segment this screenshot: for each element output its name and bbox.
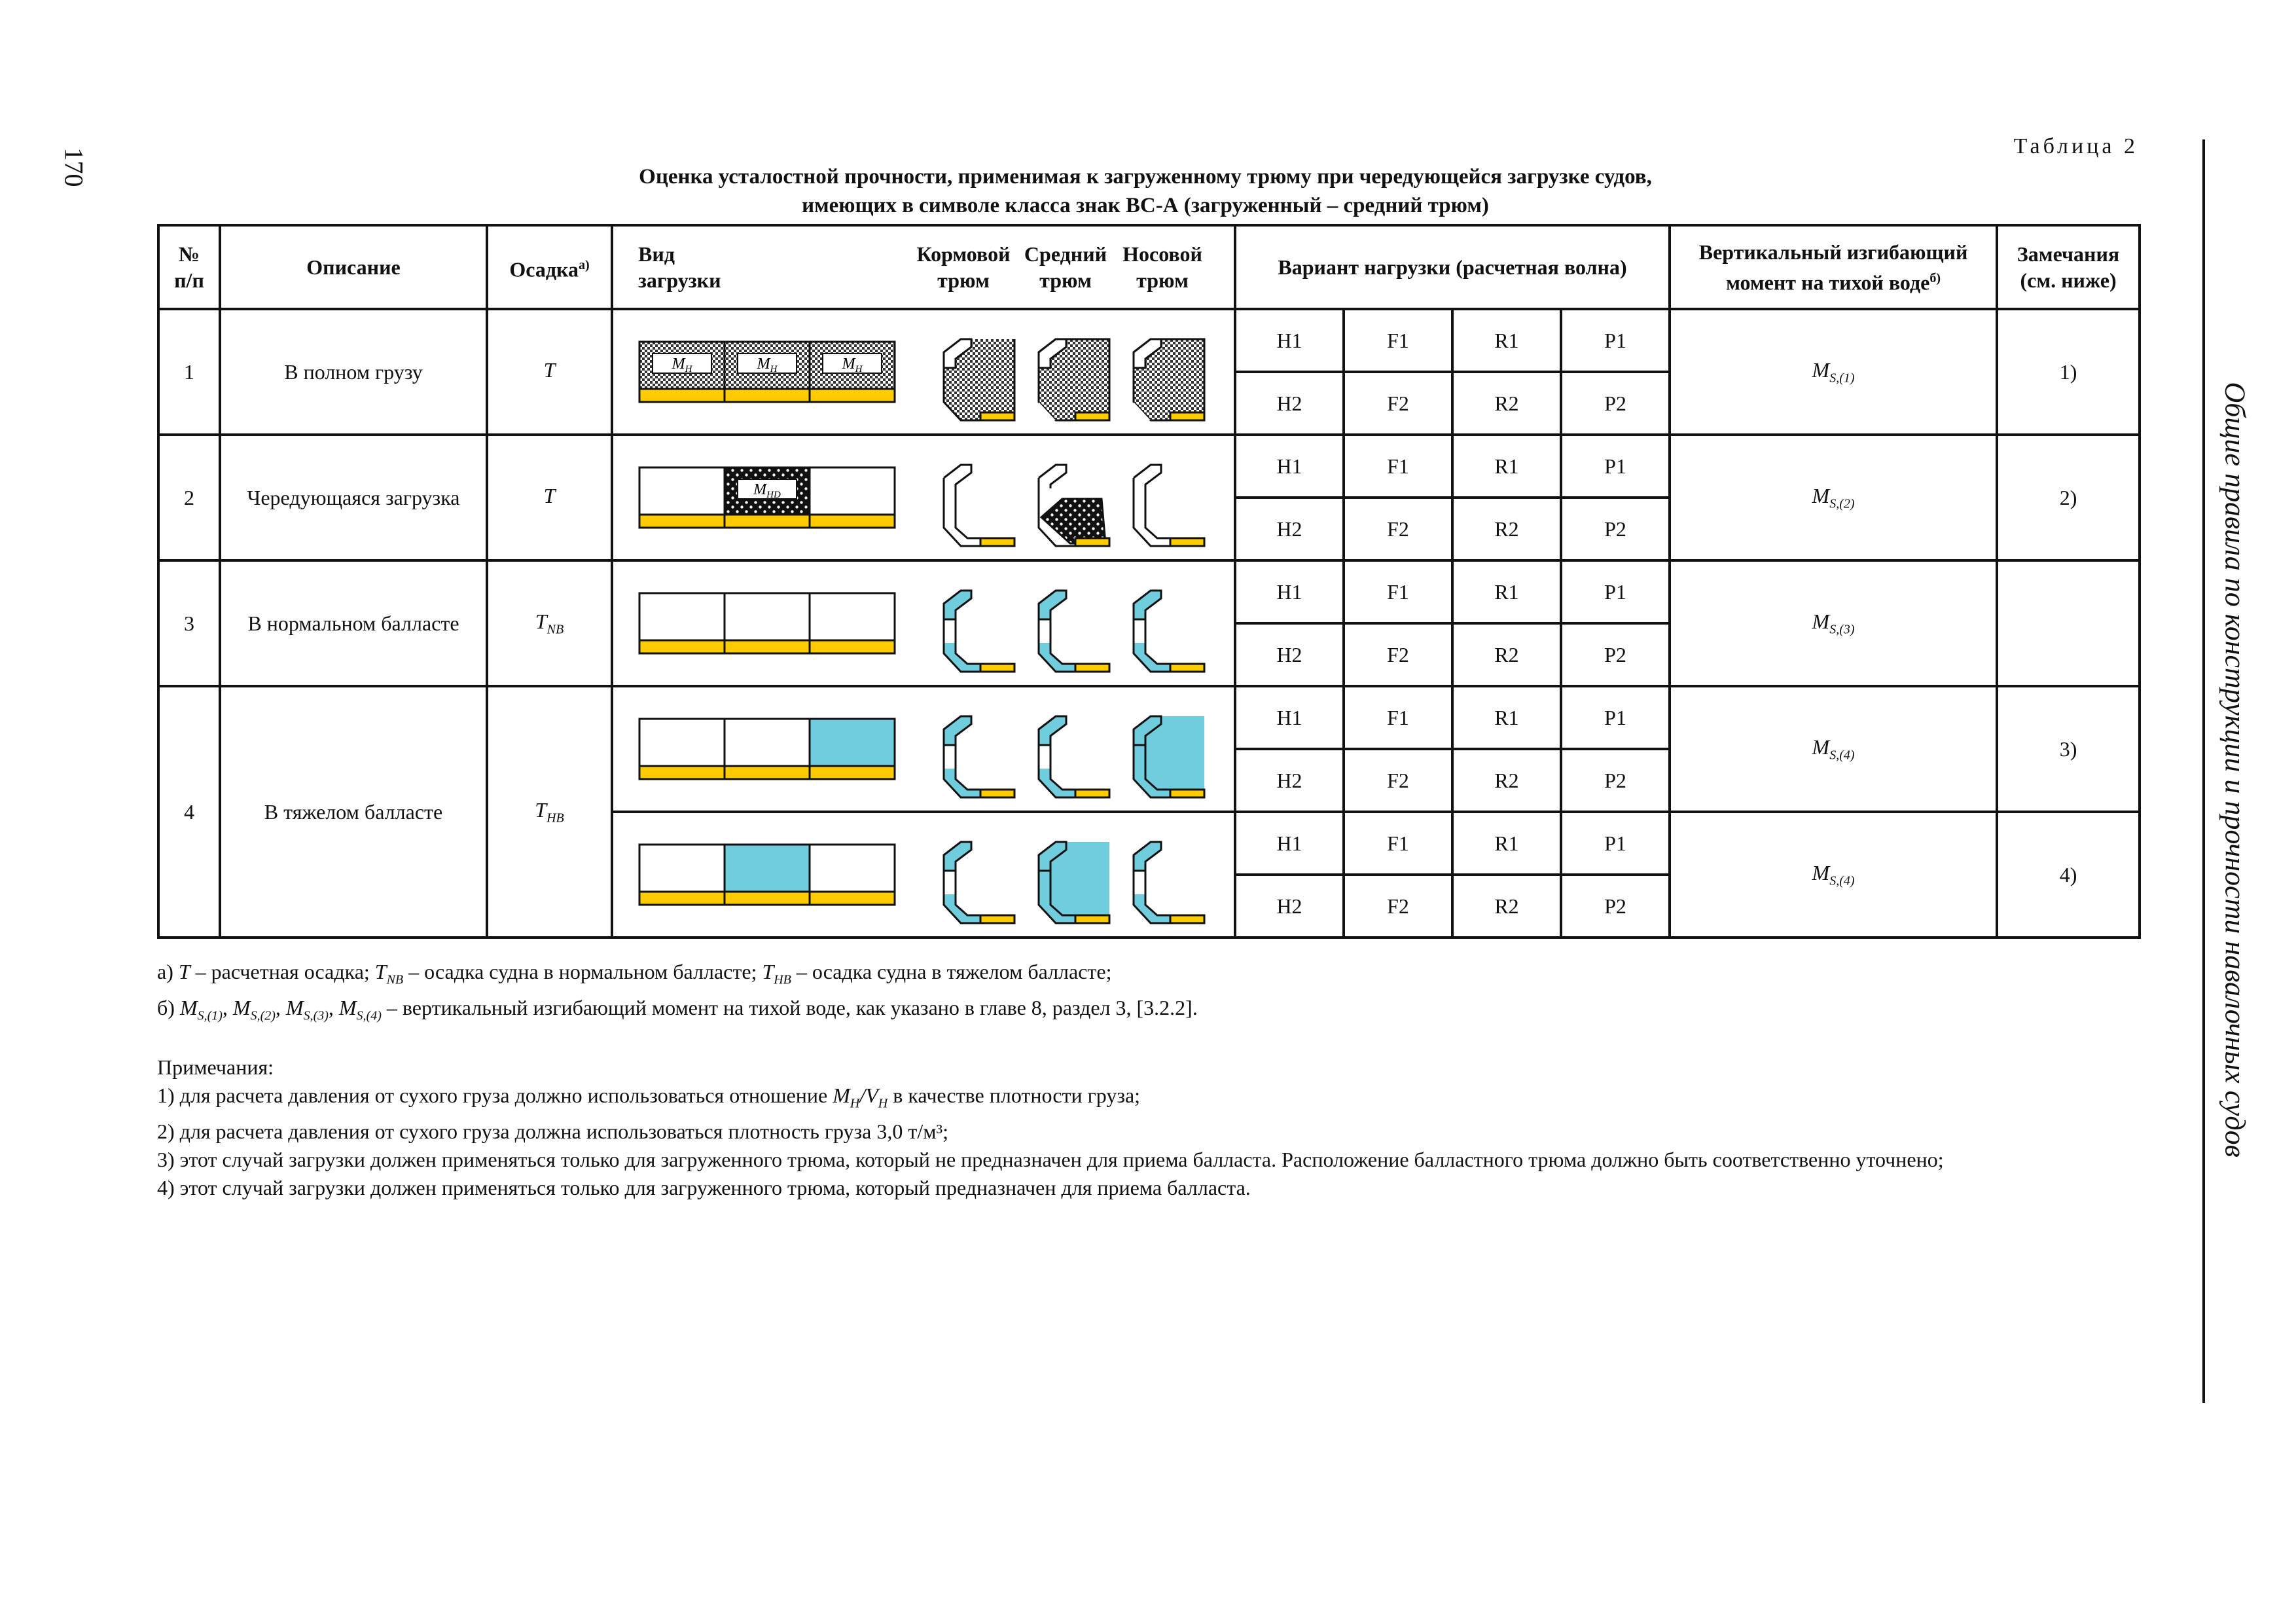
load-case: P2 (1561, 749, 1670, 812)
load-case: R2 (1452, 498, 1561, 560)
load-case: F2 (1344, 498, 1452, 560)
load-case: F1 (1344, 309, 1452, 372)
load-case: F1 (1344, 812, 1452, 875)
case-draught: $T_{NB}$ (487, 560, 612, 686)
side-rule (2202, 139, 2205, 1403)
remark-ref (1997, 560, 2140, 686)
load-case: R2 (1452, 372, 1561, 435)
table-row (158, 435, 2140, 498)
load-case: H1 (1235, 309, 1344, 372)
table-row (158, 309, 2140, 372)
mh-label: $M_H$ (757, 356, 778, 374)
load-case: R1 (1452, 309, 1561, 372)
case-description: В полном грузу (220, 309, 487, 435)
load-case: P2 (1561, 372, 1670, 435)
case-draught: T (487, 435, 612, 560)
case-description: В тяжелом балласте (220, 686, 487, 938)
load-case: F2 (1344, 749, 1452, 812)
header-draught: Осадка$^{а)}$ (487, 225, 612, 309)
load-case: H2 (1235, 749, 1344, 812)
load-case: R2 (1452, 749, 1561, 812)
load-case: P2 (1561, 875, 1670, 938)
load-case: F2 (1344, 623, 1452, 686)
header-row (158, 225, 2140, 309)
load-case: R1 (1452, 435, 1561, 498)
load-case: H1 (1235, 686, 1344, 749)
load-case: H2 (1235, 498, 1344, 560)
moment-value: $M_{S,(2)}$ (1670, 435, 1997, 560)
table-caption: Оценка усталостной прочности, применимая к загруженному трюму при чередующейся загрузке судов, имеющих в символе класса знак ВС-А (загруженный – средний трюм) (639, 165, 1652, 217)
header-load-variant: Вариант нагрузки (расчетная волна) (1235, 225, 1670, 309)
load-case: F2 (1344, 875, 1452, 938)
loading-diagram-heavy-ballast-mid (616, 813, 1231, 931)
mh-label: $M_H$ (842, 356, 863, 374)
case-description: В нормальном балласте (220, 560, 487, 686)
case-num: 2 (158, 435, 220, 560)
case-draught: T (487, 309, 612, 435)
load-case: P2 (1561, 623, 1670, 686)
note-1: 1) для расчета давления от сухого груза должно использоваться отношение $M_H/V_H$ в качестве плотности груза; (157, 1083, 1141, 1111)
mh-label: $M_H$ (672, 356, 692, 374)
load-case: H2 (1235, 372, 1344, 435)
table-row (158, 686, 2140, 749)
remark-ref: 3) (1997, 686, 2140, 812)
moment-value: $M_{S,(3)}$ (1670, 560, 1997, 686)
moment-value: $M_{S,(4)}$ (1670, 812, 1997, 938)
load-case: F1 (1344, 435, 1452, 498)
load-case: R2 (1452, 623, 1561, 686)
note-3: 3) этот случай загрузки должен применяться только для загруженного трюма, который не предназначен для приема балласта. Расположение балластного трюма должно быть соответственно уточнено; (157, 1148, 1944, 1172)
load-case: P1 (1561, 435, 1670, 498)
loading-diagram (612, 309, 1235, 435)
header-num: № п/п (158, 225, 220, 309)
case-draught: $T_{HB}$ (487, 686, 612, 938)
load-case: H2 (1235, 623, 1344, 686)
loading-diagram-full-load (616, 310, 1231, 428)
case-num: 1 (158, 309, 220, 435)
moment-value: $M_{S,(1)}$ (1670, 309, 1997, 435)
load-case: H1 (1235, 812, 1344, 875)
load-case: P2 (1561, 498, 1670, 560)
case-num: 4 (158, 686, 220, 938)
table-row (158, 560, 2140, 623)
notes-title: Примечания: (157, 1055, 274, 1079)
remark-ref: 2) (1997, 435, 2140, 560)
load-case: P1 (1561, 686, 1670, 749)
table-number: Таблица 2 (2013, 134, 2138, 158)
note-2: 2) для расчета давления от сухого груза должна использоваться плотность груза 3,0 т/м³; (157, 1120, 948, 1144)
loading-diagram (612, 560, 1235, 686)
page-number: 170 (59, 147, 89, 187)
case-num: 3 (158, 560, 220, 686)
load-case: F2 (1344, 372, 1452, 435)
header-moment: Вертикальный изгибающий момент на тихой воде$^{б)}$ (1670, 225, 1997, 309)
load-case: F1 (1344, 560, 1452, 623)
header-description: Описание (220, 225, 487, 309)
case-description: Чередующаяся загрузка (220, 435, 487, 560)
loading-diagram-alternate (616, 436, 1231, 554)
header-remarks: Замечания (см. ниже) (1997, 225, 2140, 309)
load-case: P1 (1561, 812, 1670, 875)
load-case: P1 (1561, 309, 1670, 372)
loading-diagram-heavy-ballast-fwd (616, 687, 1231, 805)
header-loading-view: Вид загрузки Кормовой трюм Средний трюм Носовой трюм (612, 225, 1235, 309)
moment-value: $M_{S,(4)}$ (1670, 686, 1997, 812)
load-case: H1 (1235, 435, 1344, 498)
loading-diagram (612, 435, 1235, 560)
fatigue-table (157, 224, 2141, 939)
remark-ref: 4) (1997, 812, 2140, 938)
running-title: Общие правила по конструкции и прочности навалочных судов (2219, 381, 2251, 1158)
footnotes (157, 958, 2147, 1202)
load-case: R2 (1452, 875, 1561, 938)
load-case: R1 (1452, 812, 1561, 875)
loading-diagram (612, 812, 1235, 938)
load-case: F1 (1344, 686, 1452, 749)
load-case: H2 (1235, 875, 1344, 938)
loading-diagram-normal-ballast (616, 562, 1231, 680)
footnote-a: а) T – расчетная осадка; $T_{NB}$ – осадка судна в нормальном балласте; $T_{HB}$ – осадка судна в тяжелом балласте; (157, 960, 1112, 987)
mhd-label: $M_{HD}$ (753, 481, 781, 500)
load-case: R1 (1452, 560, 1561, 623)
loading-diagram (612, 686, 1235, 812)
remark-ref: 1) (1997, 309, 2140, 435)
load-case: R1 (1452, 686, 1561, 749)
footnote-b: б) $M_{S,(1)}$, $M_{S,(2)}$, $M_{S,(3)}$, $M_{S,(4)}$ – вертикальный изгибающий момент на тихой воде, как указано в главе 8, раздел 3, [3.2.2]. (157, 996, 1198, 1023)
load-case: P1 (1561, 560, 1670, 623)
note-4: 4) этот случай загрузки должен применяться только для загруженного трюма, который предназначен для приема балласта. (157, 1176, 1251, 1200)
load-case: H1 (1235, 560, 1344, 623)
